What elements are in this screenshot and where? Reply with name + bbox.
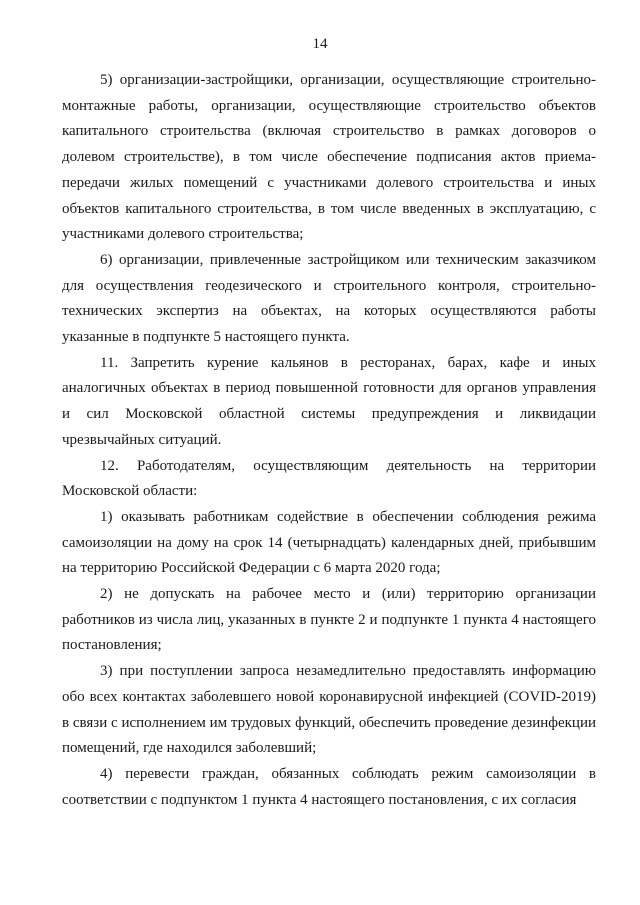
paragraph-clause-12-employers: 12. Работодателям, осуществляющим деятельность на территории Московской области: [62, 457, 596, 500]
paragraph-clause-12-item-4: 4) перевести граждан, обязанных соблюдать режим самоизоляции в соответствии с подпунктом 1 пункта 4 настоящего постановления, с их согласия [62, 765, 596, 808]
paragraph-clause-12-item-1: 1) оказывать работникам содействие в обеспечении соблюдения режима самоизоляции на дому на срок 14 (четырнадцать) календарных дней, прибывшим на территорию Российской Федерации с 6 марта 2020 года; [62, 508, 596, 577]
paragraph-clause-12-item-3: 3) при поступлении запроса незамедлительно предоставлять информацию обо всех контактах заболевшего новой коронавирусной инфекцией (COVID-2019) в связи с исполнением им трудовых функций, обеспечить проведение дезинфекции помещений, где находился заболевший; [62, 663, 596, 757]
paragraph-item-6-contractors: 6) организации, привлеченные застройщиком или техническим заказчиком для осуществления геодезического и строительного контроля, строительно-технических экспертиз на объектах, на которых осуществляются работы указанные в подпункте 5 настоящего пункта. [62, 251, 596, 346]
paragraph-clause-11-hookah-ban: 11. Запретить курение кальянов в ресторанах, барах, кафе и иных аналогичных объектах в период повышенной готовности для органов управления и сил Московской областной системы предупреждения и ликвидации чрезвычайных ситуаций. [62, 354, 596, 448]
paragraph-clause-12-item-2: 2) не допускать на рабочее место и (или) территорию организации работников из числа лиц, указанных в пункте 2 и подпункте 1 пункта 4 настоящего постановления; [62, 586, 596, 654]
paragraph-item-5-developers: 5) организации-застройщики, организации, осуществляющие строительно-монтажные работы, организации, осуществляющие строительство объектов капитального строительства (включая строительство в рамках договоров о долевом строительстве), в том числе обеспечение подписания актов приема-передачи жилых помещений с участниками долевого строительства и иных объектов капитального строительства, в том числе введенных в эксплуатацию, с участниками долевого строительства; [62, 72, 596, 243]
page-number: 14 [312, 36, 328, 52]
document-body [62, 68, 596, 813]
